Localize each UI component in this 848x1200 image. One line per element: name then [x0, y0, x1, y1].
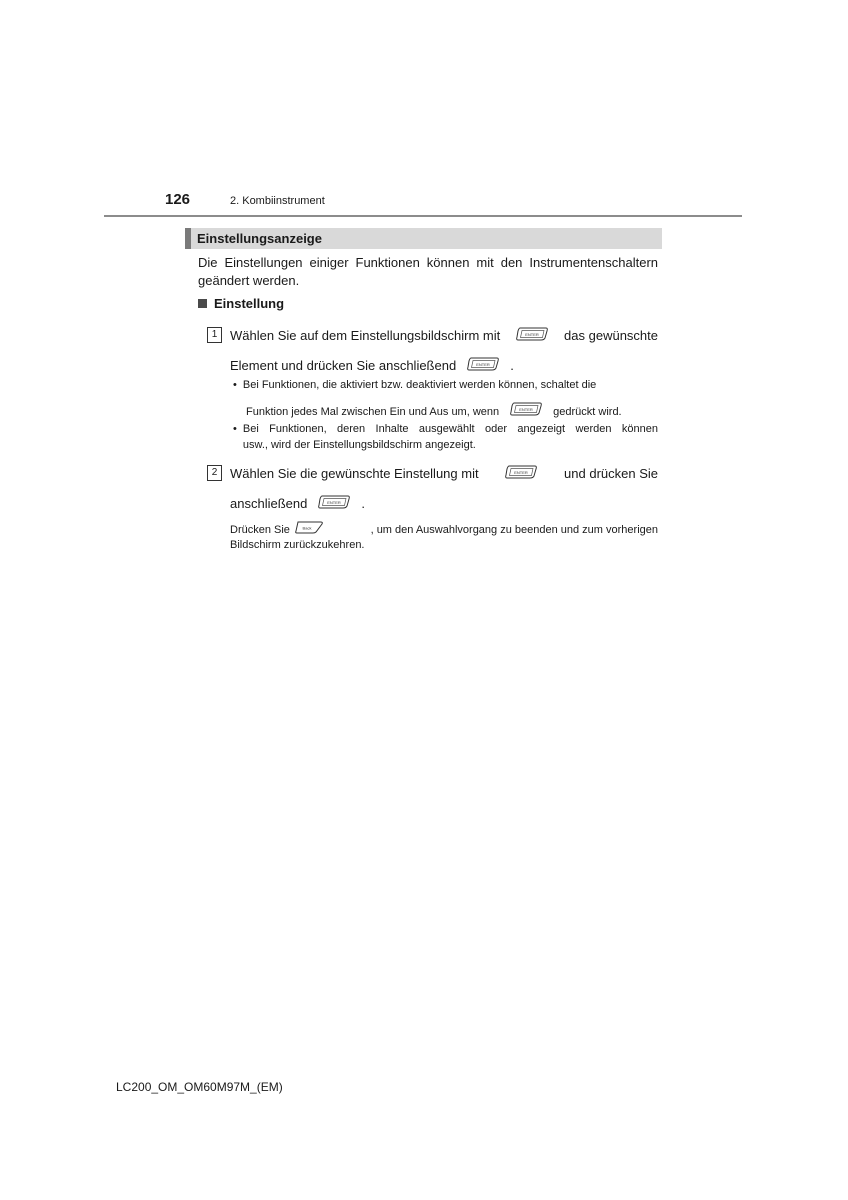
bullet-1-text-c: gedrückt wird.: [553, 405, 622, 418]
bullet-1-text-a: Bei Funktionen, die aktiviert bzw. deaktiviert werden können, schaltet die: [242, 379, 597, 391]
step-2-number: 2: [207, 465, 222, 481]
enter-switch-icon: [509, 401, 543, 422]
bullet-2-text-a: Bei Funktionen, deren Inhalte ausgewählt oder angezeigt werden können: [242, 423, 658, 435]
subheading-text: Einstellung: [214, 296, 285, 311]
svg-text:ENTER: ENTER: [519, 407, 533, 412]
bullet-2: [233, 421, 658, 453]
svg-text:ENTER: ENTER: [476, 361, 490, 367]
step-2-line-1: [230, 463, 658, 483]
svg-text:Back: Back: [302, 525, 312, 531]
enter-switch-icon: [466, 356, 500, 375]
enter-switch-icon: [515, 326, 549, 345]
subheading: [198, 296, 284, 311]
bullet-dot: •: [233, 379, 237, 391]
step-2-note-text-a: Drücken Sie: [230, 523, 290, 536]
chapter-title: 2. Kombiinstrument: [230, 195, 325, 207]
svg-text:ENTER: ENTER: [514, 469, 529, 475]
bullet-dot: •: [233, 423, 237, 435]
step-2-text-d: .: [361, 495, 365, 511]
step-1-line-2: [230, 355, 514, 375]
svg-text:ENTER: ENTER: [327, 499, 342, 505]
footer-code: LC200_OM_OM60M97M_(EM): [116, 1080, 283, 1094]
step-1-number: 1: [207, 327, 222, 343]
enter-switch-icon: [317, 494, 351, 513]
step-2-text-c: anschließend: [230, 495, 308, 511]
enter-switch-icon: [504, 464, 538, 483]
section-heading-text: Einstellungsanzeige: [197, 231, 322, 246]
bullet-1-line-1: [233, 377, 658, 393]
step-2-note-text-b: , um den Auswahlvorgang zu beenden und zum vorherigen: [370, 523, 658, 536]
step-1-line-1: [230, 325, 658, 345]
step-1-text-a: Wählen Sie auf dem Einstellungsbildschirm mit: [230, 327, 501, 343]
step-1-text-d: .: [510, 357, 514, 373]
section-heading: [185, 228, 662, 249]
header-divider: [104, 215, 742, 217]
step-2-note-line-2: Bildschirm zurückzukehren.: [230, 539, 365, 551]
bullet-1-text-b: Funktion jedes Mal zwischen Ein und Aus um, wenn: [246, 405, 500, 418]
section-heading-bar: [185, 228, 191, 249]
step-2-text-b: und drücken Sie: [564, 465, 658, 481]
step-1-text-b: das gewünschte: [564, 327, 658, 343]
step-2-text-a: Wählen Sie die gewünschte Einstellung mit: [230, 465, 479, 481]
square-bullet-icon: [198, 299, 207, 308]
intro-paragraph: Die Einstellungen einiger Funktionen können mit den Instrumentenschaltern geändert werden.: [198, 255, 658, 288]
bullet-2-text-b: usw., wird der Einstellungsbildschirm angezeigt.: [242, 439, 476, 451]
step-1-text-c: Element und drücken Sie anschließend: [230, 357, 457, 373]
step-2-line-2: [230, 493, 365, 513]
svg-text:ENTER: ENTER: [525, 331, 539, 337]
page-number: 126: [165, 191, 191, 208]
bullet-1-line-2: [246, 401, 622, 422]
